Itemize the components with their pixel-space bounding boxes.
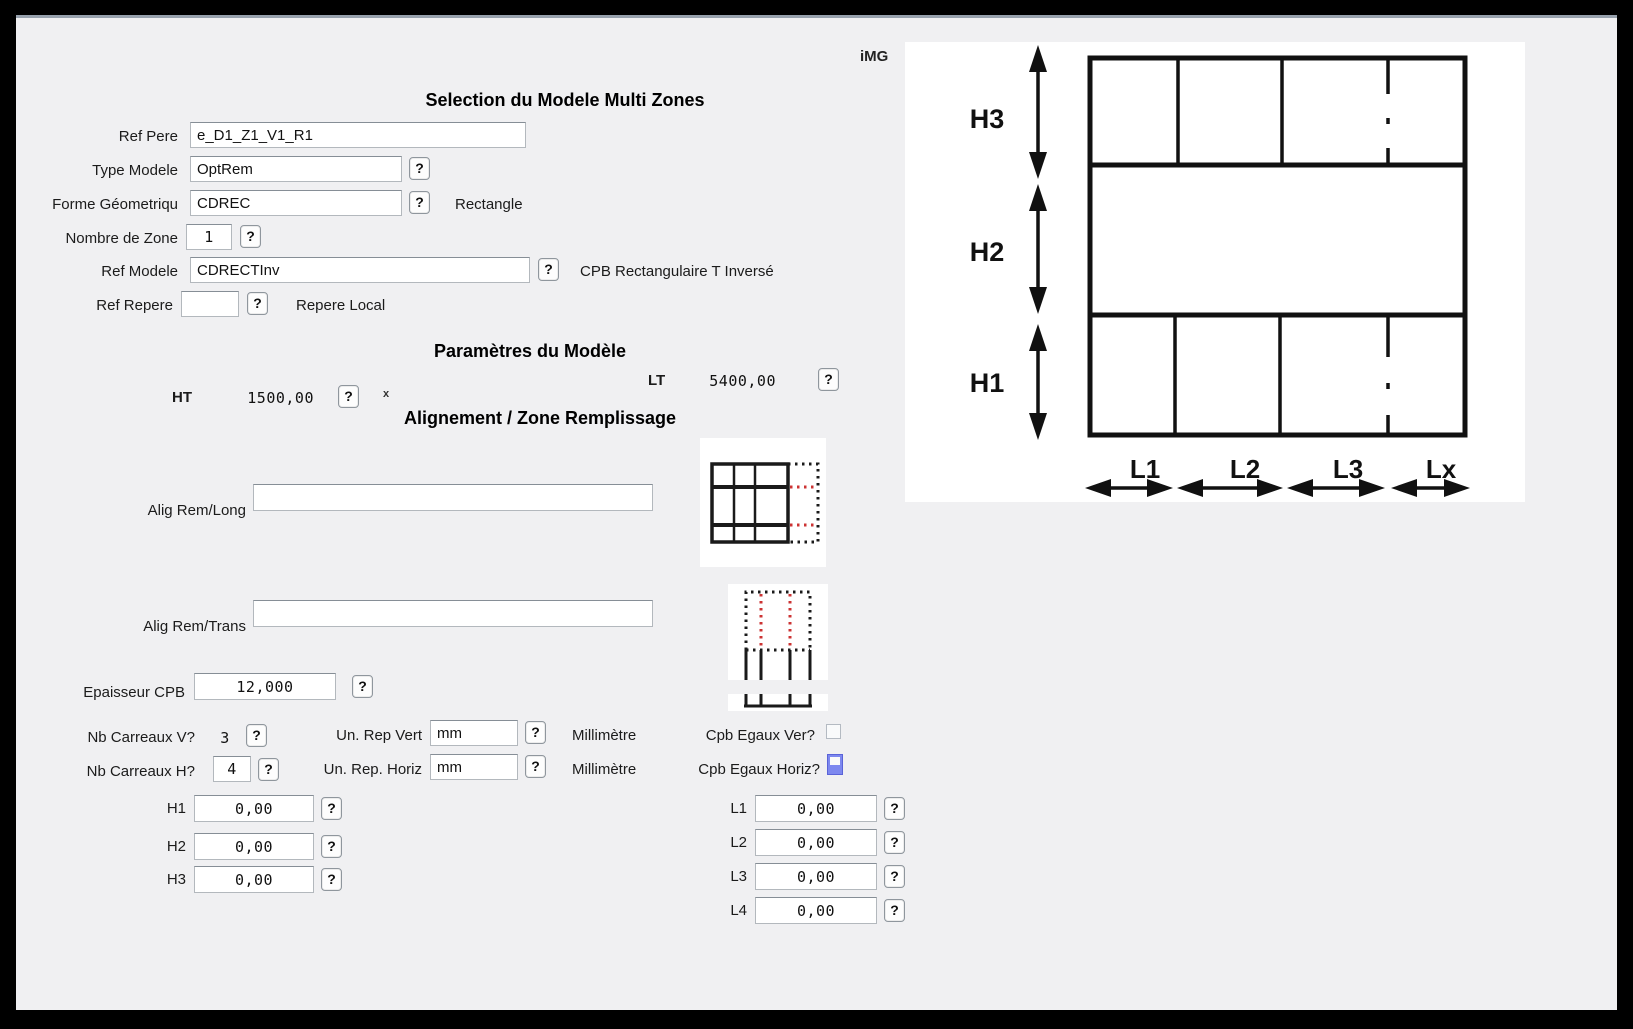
un-rep-vert-help-button[interactable]: ? (525, 721, 546, 744)
alignment-trans-icon (728, 584, 828, 711)
l2-label: L2 (730, 834, 747, 851)
zones-grid (1090, 58, 1465, 435)
h3-dimension-label: H3 (969, 104, 1005, 134)
lt-label: LT (648, 372, 666, 389)
ref-modele-input[interactable] (190, 257, 530, 283)
h1-label: H1 (166, 800, 186, 817)
ht-value: 1500,00 (247, 389, 314, 407)
un-rep-horiz-input[interactable] (430, 754, 518, 780)
un-rep-horiz-label: Un. Rep. Horiz (323, 761, 422, 778)
h2-label: H2 (166, 838, 186, 855)
ref-repere-label: Ref Repere (96, 297, 173, 314)
forme-geometrique-help-button[interactable]: ? (409, 191, 430, 214)
ht-label: HT (172, 389, 192, 406)
ht-suffix: x (383, 388, 390, 400)
l3-input[interactable] (755, 863, 877, 890)
ref-modele-note: CPB Rectangulaire T Inversé (580, 263, 774, 280)
h1-input[interactable] (194, 795, 314, 822)
cpb-egaux-horiz-checkbox[interactable] (827, 754, 843, 775)
page-title: Selection du Modele Multi Zones (425, 90, 705, 110)
ref-repere-input[interactable] (181, 291, 239, 317)
nb-carreaux-h-input[interactable] (213, 756, 251, 782)
ht-help-button[interactable]: ? (338, 385, 359, 408)
ref-pere-label: Ref Pere (118, 128, 178, 145)
cpb-egaux-vert-label: Cpb Egaux Ver? (705, 727, 815, 744)
img-label: iMG (860, 48, 889, 65)
h1-dimension-label: H1 (969, 368, 1005, 398)
forme-geometrique-label: Forme Géometriqu (52, 196, 178, 213)
lx-dimension-label: Lx (1425, 454, 1457, 484)
ref-modele-help-button[interactable]: ? (538, 258, 559, 281)
l3-dimension-label: L3 (1332, 454, 1364, 484)
l3-help-button[interactable]: ? (884, 865, 905, 888)
nb-carreaux-v-help-button[interactable]: ? (246, 724, 267, 747)
alig-rem-trans-input[interactable] (253, 600, 653, 627)
ref-pere-input[interactable] (190, 122, 526, 148)
l4-help-button[interactable]: ? (884, 899, 905, 922)
h1-dimension-arrow (1029, 324, 1047, 440)
alig-rem-long-label: Alig Rem/Long (147, 502, 246, 519)
nb-carreaux-v-value: 3 (220, 729, 230, 747)
h2-help-button[interactable]: ? (321, 835, 342, 858)
un-rep-vert-input[interactable] (430, 720, 518, 746)
l2-input[interactable] (755, 829, 877, 856)
h3-dimension-arrow (1029, 45, 1047, 179)
l1-dimension-label: L1 (1129, 454, 1161, 484)
h3-input[interactable] (194, 866, 314, 893)
ref-repere-note: Repere Local (296, 297, 386, 314)
nombre-de-zone-input[interactable] (186, 224, 232, 250)
forme-geometrique-note: Rectangle (455, 196, 523, 213)
h2-dimension-label: H2 (969, 237, 1005, 267)
un-rep-vert-label: Un. Rep Vert (336, 727, 422, 744)
forme-geometrique-input[interactable] (190, 190, 402, 216)
cpb-egaux-vert-checkbox[interactable] (826, 724, 841, 739)
l4-input[interactable] (755, 897, 877, 924)
alignment-heading: Alignement / Zone Remplissage (403, 408, 677, 428)
un-rep-horiz-note: Millimètre (572, 761, 637, 778)
type-modele-label: Type Modele (92, 162, 178, 179)
lt-value: 5400,00 (709, 372, 776, 390)
l3-label: L3 (730, 868, 747, 885)
nb-carreaux-h-help-button[interactable]: ? (258, 758, 279, 781)
cpb-egaux-horiz-checkbox-inner (830, 757, 840, 765)
nb-carreaux-v-label: Nb Carreaux V? (87, 729, 195, 746)
l1-help-button[interactable]: ? (884, 797, 905, 820)
h1-help-button[interactable]: ? (321, 797, 342, 820)
nombre-de-zone-label: Nombre de Zone (65, 230, 178, 247)
type-modele-input[interactable] (190, 156, 402, 182)
l1-input[interactable] (755, 795, 877, 822)
l1-label: L1 (730, 800, 747, 817)
h3-help-button[interactable]: ? (321, 868, 342, 891)
params-heading: Paramètres du Modèle (433, 341, 627, 361)
l2-help-button[interactable]: ? (884, 831, 905, 854)
type-modele-help-button[interactable]: ? (409, 157, 430, 180)
l2-dimension-label: L2 (1229, 454, 1261, 484)
ref-modele-label: Ref Modele (101, 263, 178, 280)
alig-rem-long-input[interactable] (253, 484, 653, 511)
epaisseur-cpb-input[interactable] (194, 673, 336, 700)
lt-help-button[interactable]: ? (818, 368, 839, 391)
zones-diagram (905, 42, 1525, 502)
nombre-de-zone-help-button[interactable]: ? (240, 225, 261, 248)
zones-diagram-svg (905, 42, 1525, 502)
cpb-egaux-horiz-label: Cpb Egaux Horiz? (698, 761, 820, 778)
l4-label: L4 (730, 902, 747, 919)
h2-dimension-arrow (1029, 184, 1047, 314)
h2-input[interactable] (194, 833, 314, 860)
un-rep-vert-note: Millimètre (572, 727, 637, 744)
alig-rem-trans-label: Alig Rem/Trans (143, 618, 246, 635)
nb-carreaux-h-label: Nb Carreaux H? (86, 763, 195, 780)
epaisseur-cpb-help-button[interactable]: ? (352, 675, 373, 698)
epaisseur-cpb-label: Epaisseur CPB (83, 684, 185, 701)
alignment-long-icon (700, 438, 826, 567)
un-rep-horiz-help-button[interactable]: ? (525, 755, 546, 778)
h3-label: H3 (166, 871, 186, 888)
ref-repere-help-button[interactable]: ? (247, 292, 268, 315)
